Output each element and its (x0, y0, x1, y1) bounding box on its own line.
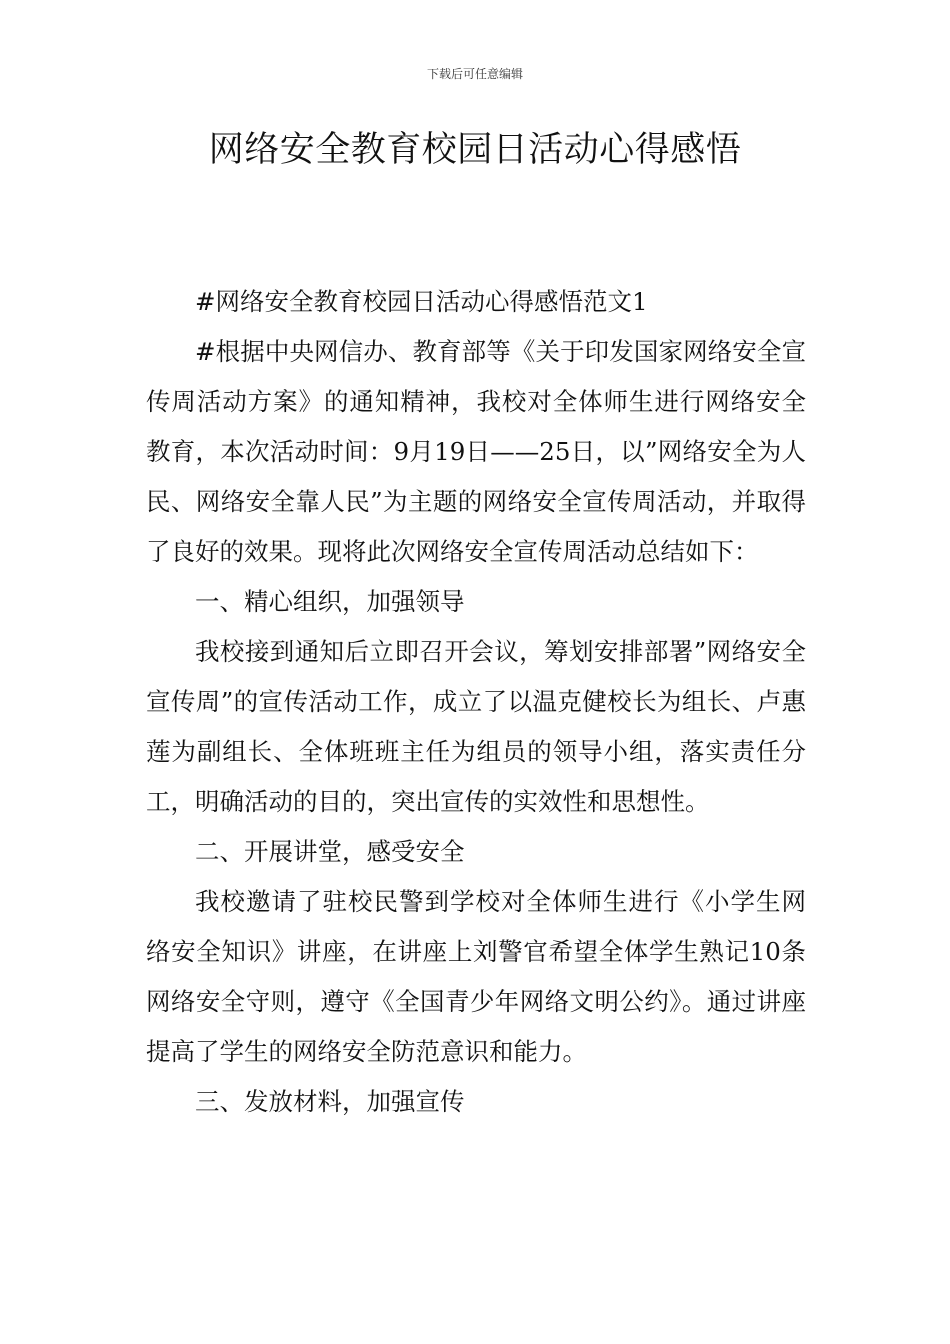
page-header-note: 下载后可任意编辑 (426, 67, 523, 81)
document-body (146, 277, 806, 1127)
section-heading-3: 三、发放材料，加强宣传 (195, 1087, 465, 1116)
section-heading-sample: #网络安全教育校园日活动心得感悟范文1 (195, 287, 648, 316)
paragraph-lecture: 我校邀请了驻校民警到学校对全体师生进行《小学生网络安全知识》讲座，在讲座上刘警官希望全体学生熟记10条网络安全守则，遵守《全国青少年网络文明公约》。通过讲座提高了学生的网络安全防范意识和能力。 (146, 887, 806, 1066)
section-heading-2: 二、开展讲堂，感受安全 (195, 837, 465, 866)
document-title: 网络安全教育校园日活动心得感悟 (208, 130, 742, 170)
paragraph-organization: 我校接到通知后立即召开会议，筹划安排部署”网络安全宣传周”的宣传活动工作，成立了以温克健校长为组长、卢惠莲为副组长、全体班班主任为组员的领导小组，落实责任分工，明确活动的目的，突出宣传的实效性和思想性。 (146, 637, 806, 816)
paragraph-intro: #根据中央网信办、教育部等《关于印发国家网络安全宣传周活动方案》的通知精神，我校对全体师生进行网络安全教育，本次活动时间：9月19日——25日，以”网络安全为人民、网络安全靠人民”为主题的网络安全宣传周活动，并取得了良好的效果。现将此次网络安全宣传周活动总结如下： (146, 337, 806, 566)
section-heading-1: 一、精心组织，加强领导 (195, 587, 465, 616)
